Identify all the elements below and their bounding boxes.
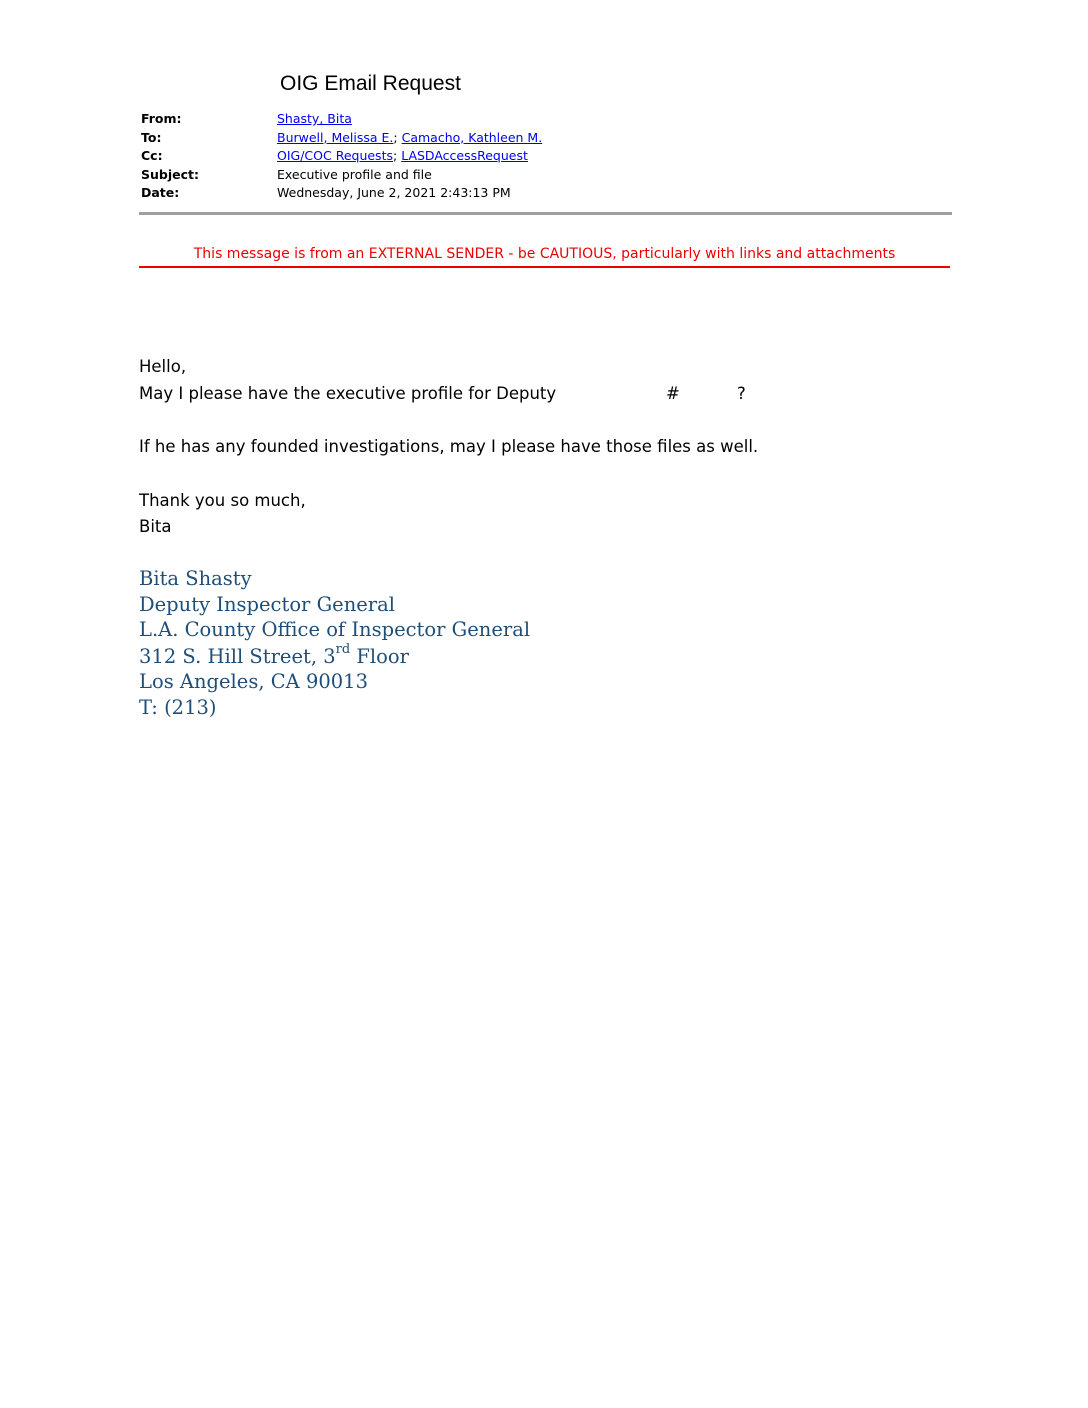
warning-underline bbox=[139, 266, 950, 268]
closing-line: Thank you so much, bbox=[139, 490, 306, 510]
hash-mark: # bbox=[666, 383, 680, 403]
street-suffix: Floor bbox=[350, 644, 409, 668]
cc-row bbox=[141, 147, 542, 166]
request-line bbox=[139, 381, 758, 408]
date-value: Wednesday, June 2, 2021 2:43:13 PM bbox=[277, 185, 511, 200]
signature-block bbox=[139, 566, 530, 720]
to-link-1[interactable]: Burwell, Melissa E. bbox=[277, 129, 394, 145]
from-row bbox=[141, 110, 542, 129]
cc-link-1[interactable]: OIG/COC Requests bbox=[277, 148, 393, 163]
signature-phone: T: (213) bbox=[139, 695, 217, 719]
signature-name: Bita Shasty bbox=[139, 567, 252, 590]
cc-label: Cc: bbox=[141, 148, 163, 163]
subject-label: Subject: bbox=[141, 166, 199, 182]
cc-separator: ; bbox=[392, 148, 398, 163]
date-label: Date: bbox=[141, 185, 180, 200]
question-mark: ? bbox=[737, 383, 746, 403]
email-headers bbox=[141, 110, 542, 203]
header-divider bbox=[139, 212, 952, 215]
subject-value: Executive profile and file bbox=[277, 166, 432, 182]
from-label: From: bbox=[141, 111, 182, 126]
cc-link-2[interactable]: LASDAccessRequest bbox=[401, 148, 528, 163]
signature-office: L.A. County Office of Inspector General bbox=[139, 618, 531, 641]
followup-line: If he has any founded investigations, may I please have those files as well. bbox=[139, 437, 759, 456]
to-label: To: bbox=[141, 129, 162, 145]
greeting: Hello, bbox=[139, 357, 187, 376]
page-title: OIG Email Request bbox=[280, 72, 461, 95]
email-body bbox=[139, 354, 758, 541]
to-link-2[interactable]: Camacho, Kathleen M. bbox=[401, 129, 543, 145]
sender-first-name: Bita bbox=[139, 517, 172, 536]
to-row bbox=[141, 129, 542, 148]
signature-street bbox=[139, 644, 530, 670]
street-prefix: 312 S. Hill Street, 3 bbox=[139, 644, 336, 668]
street-ordinal: rd bbox=[335, 642, 351, 657]
signature-position: Deputy Inspector General bbox=[139, 592, 395, 616]
from-link[interactable]: Shasty, Bita bbox=[277, 111, 352, 126]
external-sender-warning: This message is from an EXTERNAL SENDER - be CAUTIOUS, particularly with links and attachments bbox=[193, 246, 896, 262]
date-row bbox=[141, 184, 542, 203]
subject-row bbox=[141, 166, 542, 185]
signature-city: Los Angeles, CA 90013 bbox=[139, 670, 368, 693]
request-text: May I please have the executive profile for Deputy bbox=[139, 383, 557, 403]
to-separator: ; bbox=[393, 129, 398, 145]
